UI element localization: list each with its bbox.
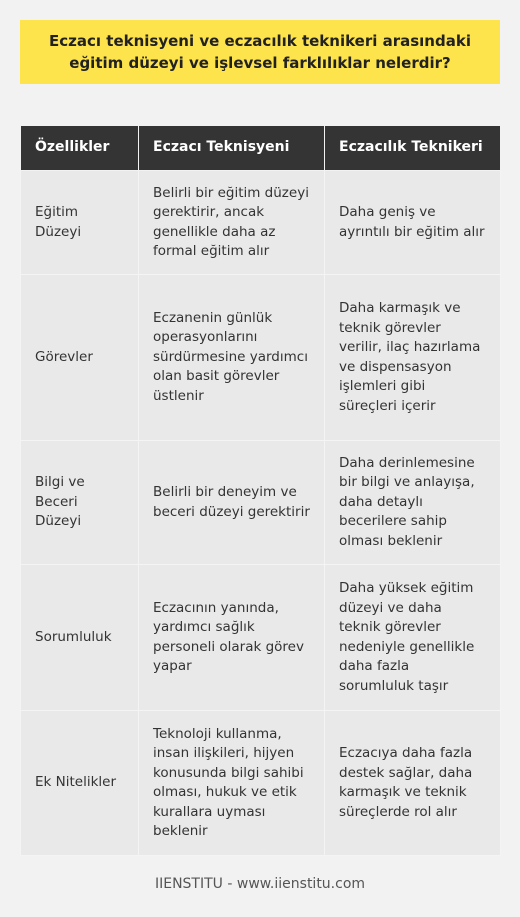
table-row <box>21 711 501 856</box>
pharmacy-technician-cell: Daha geniş ve ayrıntılı bir eğitim alır <box>325 171 501 275</box>
table-header-row <box>21 126 501 171</box>
row-label: Eğitim Düzeyi <box>21 171 139 275</box>
footer-credit: IIENSTITU - www.iienstitu.com <box>154 876 366 892</box>
pharmacy-technician-cell: Daha karmaşık ve teknik görevler verilir, ilaç hazırlama ve dispensasyon işlemleri gibi süreçleri içerir <box>325 275 501 441</box>
table-row <box>21 275 501 441</box>
page-title: Eczacı teknisyeni ve eczacılık teknikeri arasındaki eğitim düzeyi ve işlevsel farklılıklar nelerdir? <box>49 32 471 72</box>
pharmacy-technician-cell: Eczacıya daha fazla destek sağlar, daha karmaşık ve teknik süreçlerde rol alır <box>325 711 501 856</box>
row-label: Bilgi ve Beceri Düzeyi <box>21 441 139 565</box>
comparison-table <box>20 125 501 856</box>
technician-cell: Belirli bir eğitim düzeyi gerektirir, ancak genellikle daha az formal eğitim alır <box>139 171 325 275</box>
technician-cell: Eczacının yanında, yardımcı sağlık personeli olarak görev yapar <box>139 565 325 711</box>
pharmacy-technician-cell: Daha derinlemesine bir bilgi ve anlayışa, daha detaylı becerilere sahip olması beklenir <box>325 441 501 565</box>
technician-cell: Eczanenin günlük operasyonlarını sürdürmesine yardımcı olan basit görevler üstlenir <box>139 275 325 441</box>
row-label: Görevler <box>21 275 139 441</box>
row-label: Ek Nitelikler <box>21 711 139 856</box>
table-row <box>21 171 501 275</box>
row-label: Sorumluluk <box>21 565 139 711</box>
header-technician: Eczacı Teknisyeni <box>139 126 325 171</box>
title-banner <box>20 20 500 84</box>
table-row <box>21 441 501 565</box>
technician-cell: Teknoloji kullanma, insan ilişkileri, hijyen konusunda bilgi sahibi olması, hukuk ve etik kurallara uyması beklenir <box>139 711 325 856</box>
technician-cell: Belirli bir deneyim ve beceri düzeyi gerektirir <box>139 441 325 565</box>
header-pharmacy-technician: Eczacılık Teknikeri <box>325 126 501 171</box>
header-features: Özellikler <box>21 126 139 171</box>
pharmacy-technician-cell: Daha yüksek eğitim düzeyi ve daha teknik görevler nedeniyle genellikle daha fazla sorumluluk taşır <box>325 565 501 711</box>
table-row <box>21 565 501 711</box>
